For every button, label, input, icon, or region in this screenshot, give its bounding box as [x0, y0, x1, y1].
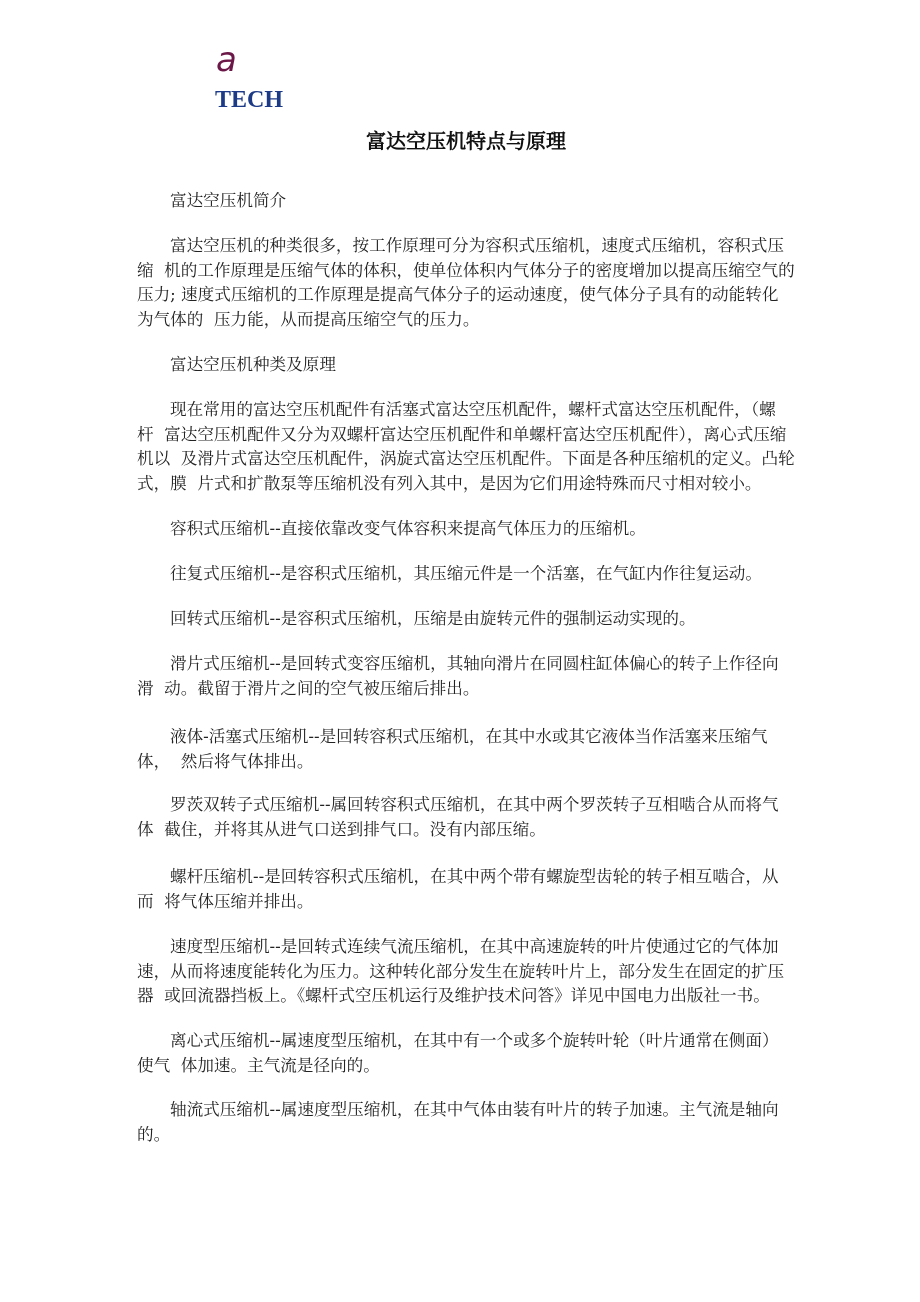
paragraph — [137, 1029, 817, 1078]
text-line: 缩 机的工作原理是压缩气体的体积，使单位体积内气体分子的密度增加以提高压缩空气的 — [137, 260, 795, 280]
paragraph — [137, 562, 817, 587]
paragraph — [137, 398, 817, 496]
paragraph — [137, 652, 817, 701]
paragraph — [137, 793, 817, 842]
paragraph — [137, 725, 817, 774]
text-line: 的。 — [137, 1124, 171, 1144]
section-heading — [137, 189, 817, 214]
text-line: 器 或回流器挡板上。《螺杆式空压机运行及维护技术问答》详见中国电力出版社一书。 — [137, 986, 770, 1006]
text-line: 杆 富达空压机配件又分为双螺杆富达空压机配件和单螺杆富达空压机配件），离心式压缩 — [137, 424, 787, 444]
text-line: 轴流式压缩机--属速度型压缩机，在其中气体由装有叶片的转子加速。主气流是轴向 — [170, 1100, 779, 1119]
text-line: 体， 然后将气体排出。 — [137, 751, 314, 771]
text-line: 富达空压机的种类很多，按工作原理可分为容积式压缩机，速度式压缩机，容积式压 — [170, 236, 784, 255]
paragraph — [137, 865, 817, 914]
text-line: 体 截住，并将其从进气口送到排气口。没有内部压缩。 — [137, 819, 546, 839]
text-line: 而 将气体压缩并排出。 — [137, 891, 314, 911]
document-title: 富达空压机特点与原理 — [366, 129, 566, 153]
text-line: 滑 动。截留于滑片之间的空气被压缩后排出。 — [137, 678, 480, 698]
text-line: 速，从而将速度能转化为压力。这种转化部分发生在旋转叶片上，部分发生在固定的扩压 — [137, 961, 785, 981]
text-line: 为气体的 压力能，从而提高压缩空气的压力。 — [137, 309, 480, 329]
text-line: 滑片式压缩机--是回转式变容压缩机，其轴向滑片在同圆柱缸体偏心的转子上作径向 — [170, 654, 779, 673]
text-line: 速度型压缩机--是回转式连续气流压缩机，在其中高速旋转的叶片使通过它的气体加 — [170, 937, 779, 956]
text-line: 现在常用的富达空压机配件有活塞式富达空压机配件，螺杆式富达空压机配件，（螺 — [170, 400, 776, 419]
paragraph — [137, 517, 817, 542]
text-line: 回转式压缩机--是容积式压缩机，压缩是由旋转元件的强制运动实现的。 — [170, 609, 696, 628]
text-line: 压力; 速度式压缩机的工作原理是提高气体分子的运动速度，使气体分子具有的动能转化 — [137, 285, 779, 305]
text-line: 式，膜 片式和扩散泵等压缩机没有列入其中，是因为它们用途特殊而尺寸相对较小。 — [137, 473, 762, 493]
text-line: 罗茨双转子式压缩机--属回转容积式压缩机，在其中两个罗茨转子互相啮合从而将气 — [170, 795, 779, 814]
text-line: 离心式压缩机--属速度型压缩机，在其中有一个或多个旋转叶轮（叶片通常在侧面） — [170, 1031, 779, 1050]
paragraph — [137, 935, 817, 1009]
text-line: 机以 及滑片式富达空压机配件，涡旋式富达空压机配件。下面是各种压缩机的定义。凸轮 — [137, 449, 795, 469]
text-line: 液体-活塞式压缩机--是回转容积式压缩机，在其中水或其它液体当作活塞来压缩气 — [170, 727, 768, 746]
logo-text: TECH — [215, 87, 284, 113]
section-heading — [137, 353, 817, 378]
text-line: 富达空压机简介 — [170, 191, 287, 210]
paragraph — [137, 1098, 817, 1147]
text-line: 富达空压机种类及原理 — [170, 355, 336, 374]
logo-mark: a — [216, 40, 237, 80]
text-line: 使气 体加速。主气流是径向的。 — [137, 1055, 380, 1075]
paragraph — [137, 234, 817, 332]
text-line: 容积式压缩机--直接依靠改变气体容积来提高气体压力的压缩机。 — [170, 519, 646, 538]
text-line: 螺杆压缩机--是回转容积式压缩机，在其中两个带有螺旋型齿轮的转子相互啮合，从 — [170, 867, 779, 886]
text-line: 往复式压缩机--是容积式压缩机，其压缩元件是一个活塞，在气缸内作往复运动。 — [170, 564, 762, 583]
paragraph — [137, 607, 817, 632]
